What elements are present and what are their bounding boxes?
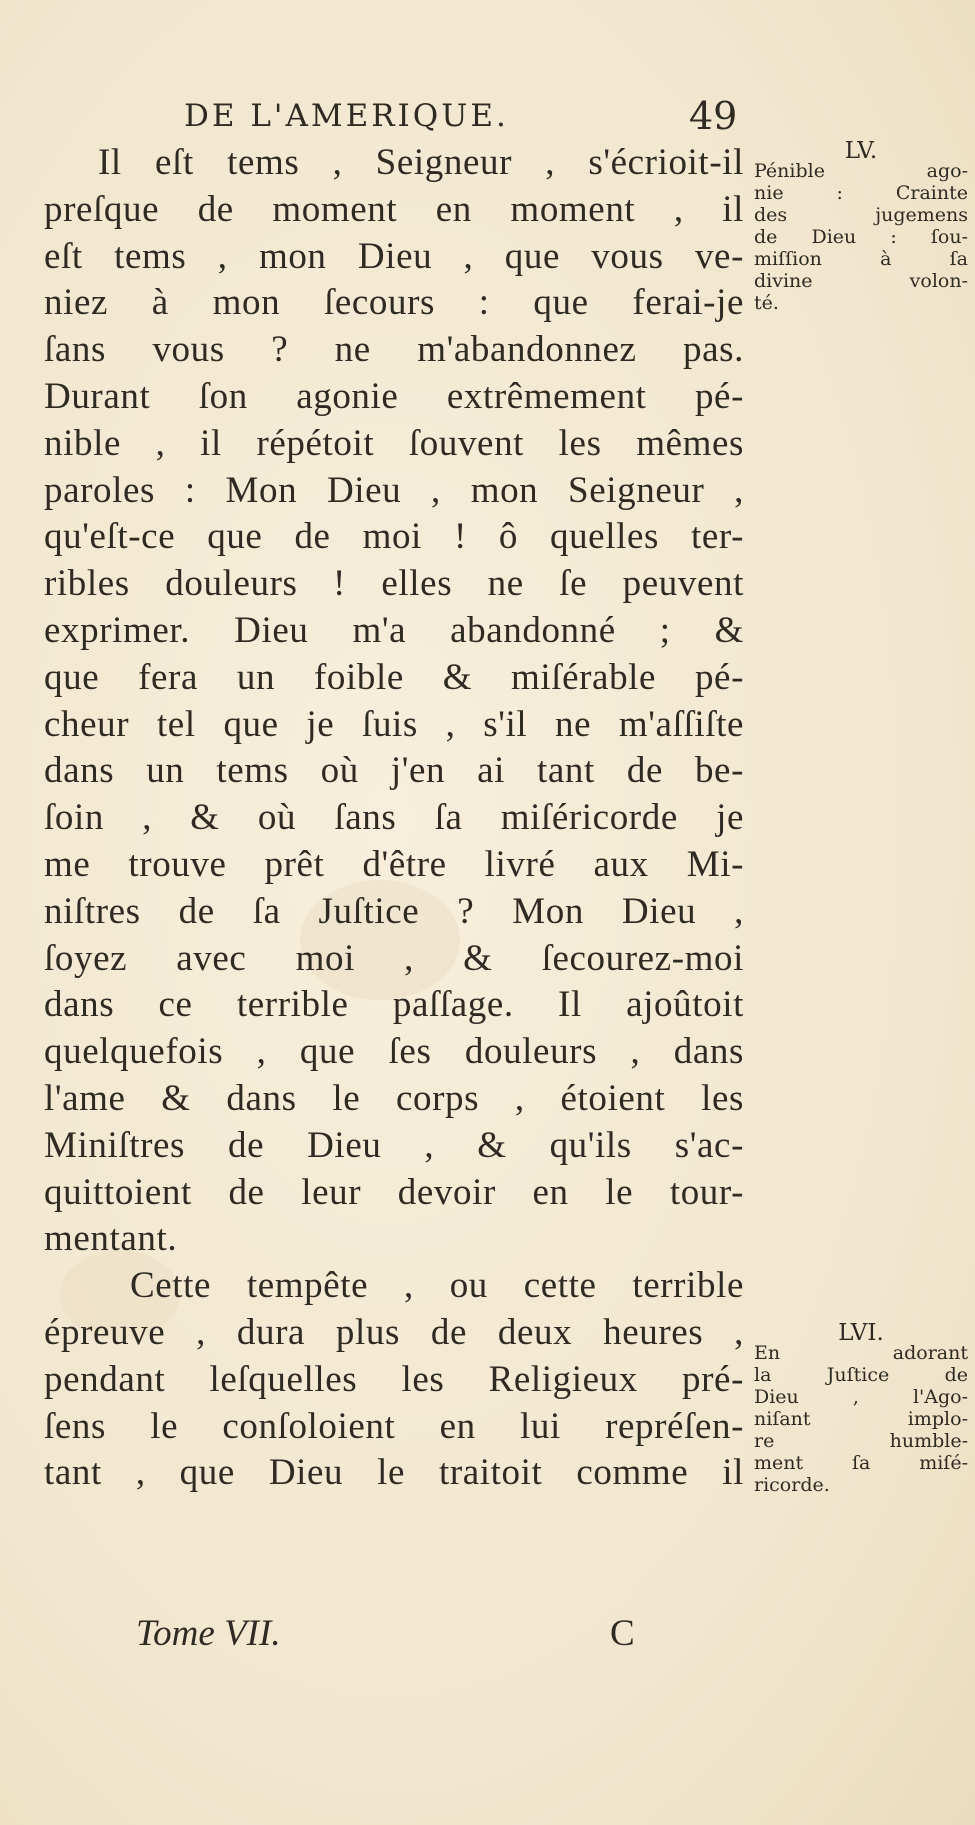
text-line: ſoin , & où ſans ſa miſéricorde je: [44, 797, 744, 839]
text-line: Cette tempête , ou cette terrible: [130, 1265, 744, 1307]
marginal-note-line: nie : Crainte: [754, 182, 968, 204]
text-line: mentant.: [44, 1218, 178, 1260]
main-text: [44, 140, 744, 1497]
marginal-note-line: té.: [754, 292, 779, 314]
marginal-note-line: de Dieu : ſou-: [754, 226, 968, 248]
text-line: Miniſtres de Dieu , & qu'ils s'ac-: [44, 1124, 744, 1166]
marginal-note-line: miſſion à ſa: [754, 248, 968, 270]
signature-mark: C: [610, 1613, 635, 1654]
text-line: quelquefois , que ſes douleurs , dans: [44, 1031, 744, 1073]
text-line: niſtres de ſa Juſtice ? Mon Dieu ,: [44, 890, 744, 932]
running-title: DE L'AMERIQUE.: [184, 98, 509, 134]
marginal-note-line: la Juſtice de: [754, 1364, 968, 1386]
marginal-note-number: LV.: [844, 138, 878, 164]
marginal-note-lv: [754, 140, 968, 314]
text-line: qu'eſt-ce que de moi ! ô quelles ter-: [44, 516, 744, 558]
marginal-note-line: niſant implo-: [754, 1408, 968, 1430]
text-line: preſque de moment en moment , il: [44, 188, 744, 230]
text-line: dans ce terrible paſſage. Il ajoûtoit: [44, 984, 744, 1026]
text-line: paroles : Mon Dieu , mon Seigneur ,: [44, 469, 744, 511]
marginal-note-line: Dieu , l'Ago-: [754, 1386, 968, 1408]
text-line: pendant leſquelles les Religieux pré-: [44, 1358, 744, 1400]
text-line: que fera un foible & miſérable pé-: [44, 656, 744, 698]
marginal-note-number: LVI.: [838, 1320, 884, 1346]
marginal-note-line: Pénible ago-: [754, 160, 968, 182]
text-line: l'ame & dans le corps , étoient les: [44, 1077, 744, 1119]
text-line: dans un tems où j'en ai tant de be-: [44, 750, 744, 792]
marginal-note-line: ment ſa miſé-: [754, 1452, 968, 1474]
text-line: ſens le conſoloient en lui repréſen-: [44, 1405, 744, 1447]
text-line: Durant ſon agonie extrêmement pé-: [44, 375, 744, 417]
marginal-note-line: ricorde.: [754, 1474, 830, 1496]
text-line: cheur tel que je ſuis , s'il ne m'aſſiſte: [44, 703, 744, 745]
running-header: [184, 94, 738, 138]
marginal-note-line: divine volon-: [754, 270, 968, 292]
text-line: exprimer. Dieu m'a abandonné ; &: [44, 609, 744, 651]
text-line: épreuve , dura plus de deux heures ,: [44, 1311, 744, 1353]
page-number: 49: [689, 94, 738, 138]
text-line: Il eſt tems , Seigneur , s'écrioit-il: [98, 142, 744, 183]
text-line: me trouve prêt d'être livré aux Mi-: [44, 843, 744, 885]
marginal-note-line: des jugemens: [754, 204, 968, 226]
text-line: tant , que Dieu le traitoit comme il: [44, 1452, 744, 1494]
text-line: nible , il répétoit ſouvent les mêmes: [44, 422, 744, 464]
paragraph-1: [44, 140, 744, 1263]
volume-label: Tome VII.: [136, 1613, 281, 1654]
text-line: ſoyez avec moi , & ſecourez-moi: [44, 937, 744, 979]
text-line: ſans vous ? ne m'abandonnez pas.: [44, 329, 744, 371]
text-line: quittoient de leur devoir en le tour-: [44, 1171, 744, 1213]
marginal-note-lvi: [754, 1322, 968, 1496]
marginal-note-line: En adorant: [754, 1342, 968, 1364]
marginal-note-line: re humble-: [754, 1430, 968, 1452]
text-line: ribles douleurs ! elles ne ſe peuvent: [44, 563, 744, 605]
page-footer: [136, 1612, 635, 1655]
text-line: eſt tems , mon Dieu , que vous ve-: [44, 235, 744, 277]
text-line: niez à mon ſecours : que ferai-je: [44, 282, 744, 324]
paragraph-2: [44, 1263, 744, 1497]
